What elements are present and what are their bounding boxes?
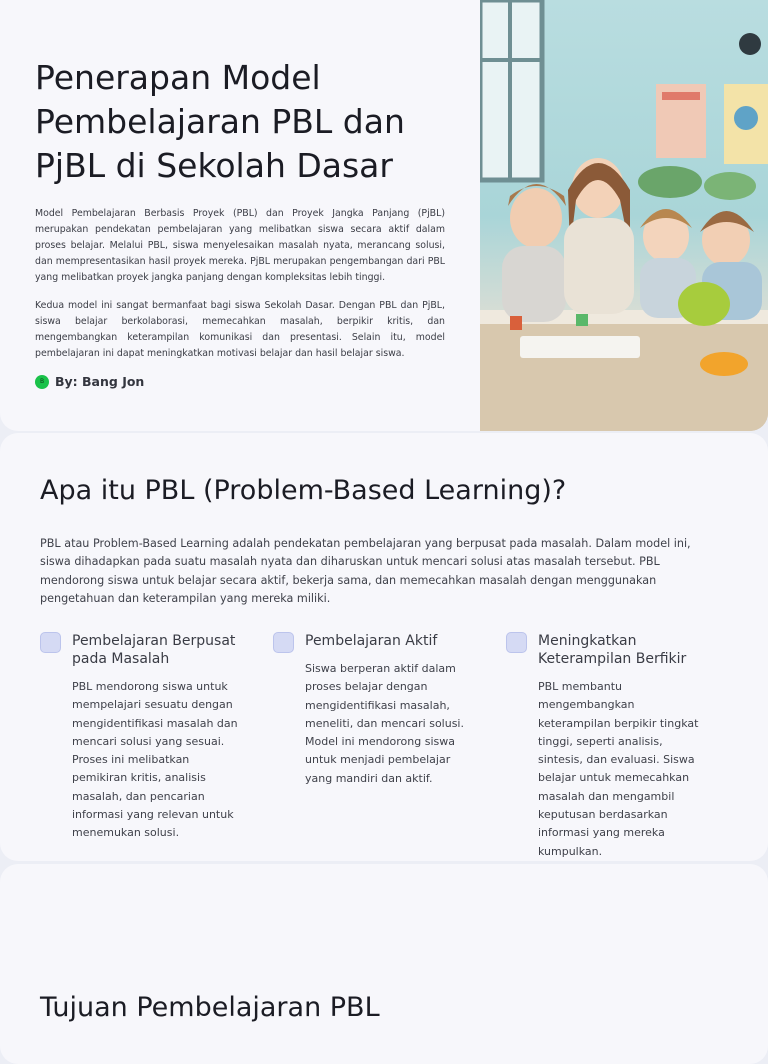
feature-card-thinking-skills [506, 632, 706, 861]
feature-title: Meningkatkan Keterampilan Berfikir [538, 633, 687, 667]
hero-text [35, 56, 445, 389]
classroom-photo [480, 0, 768, 431]
feature-checkbox-icon [506, 632, 527, 653]
pbl-section-title: Apa itu PBL (Problem-Based Learning)? [40, 475, 567, 506]
feature-body: PBL mendorong siswa untuk mempelajari sesuatu dengan mengidentifikasi masalah dan mencari solusi yang sesuai. Proses ini melibatkan pemikiran kritis, analisis masalah, dan pencarian informasi yang relevan untuk menemukan solusi. [72, 680, 238, 840]
hero-paragraph-1: Model Pembelajaran Berbasis Proyek (PBL) dan Proyek Jangka Panjang (PjBL) merupakan pendekatan pembelajaran yang melibatkan siswa secara aktif dalam proses belajar. Melalui PBL, siswa menyelesaikan masalah nyata, merancang solusi, dan mempresentasikan hasil proyek mereka. PjBL merupakan pengembangan dari PBL yang melibatkan proyek jangka panjang dengan kompleksitas lebih tinggi. [35, 208, 445, 283]
feature-title: Pembelajaran Berpusat pada Masalah [72, 633, 236, 667]
tujuan-section-title: Tujuan Pembelajaran PBL [40, 992, 380, 1023]
pbl-intro: PBL atau Problem-Based Learning adalah pendekatan pembelajaran yang berpusat pada masalah. Dalam model ini, siswa dihadapkan pada suatu masalah nyata dan diharuskan untuk mencari solusi atas masalah tersebut. PBL mendorong siswa untuk belajar secara aktif, bekerja sama, dan memecahkan masalah dengan menggunakan pengetahuan dan keterampilan yang mereka miliki. [40, 537, 691, 606]
feature-card-active-learning [273, 632, 473, 788]
tujuan-section [0, 864, 768, 1064]
pbl-section [0, 433, 768, 861]
classroom-illustration [480, 0, 768, 431]
hero-paragraph-2: Kedua model ini sangat bermanfaat bagi siswa Sekolah Dasar. Dengan PBL dan PjBL, siswa belajar berkolaborasi, memecahkan masalah, berpikir kritis, dan mengembangkan keterampilan komunikasi dan presentasi. Selain itu, model pembelajaran ini dapat meningkatkan motivasi belajar dan hasil belajar siswa. [35, 300, 445, 359]
author-name: By: Bang Jon [55, 374, 145, 389]
feature-checkbox-icon [273, 632, 294, 653]
feature-title: Pembelajaran Aktif [305, 633, 438, 649]
page-title: Penerapan Model Pembelajaran PBL dan PjBL di Sekolah Dasar [35, 58, 405, 185]
feature-body: PBL membantu mengembangkan keterampilan berpikir tingkat tinggi, seperti analisis, sintesis, dan evaluasi. Siswa belajar untuk memecahkan masalah dan mengambil keputusan berdasarkan informasi yang mereka kumpulkan. [538, 680, 699, 858]
author-line [35, 374, 445, 389]
hero-section [0, 0, 768, 431]
feature-body: Siswa berperan aktif dalam proses belajar dengan mengidentifikasi masalah, meneliti, dan mencari solusi. Model ini mendorong siswa untuk menjadi pembelajar yang mandiri dan aktif. [305, 662, 464, 785]
feature-checkbox-icon [40, 632, 61, 653]
author-avatar: B [35, 375, 49, 389]
feature-card-problem-centered [40, 632, 240, 843]
